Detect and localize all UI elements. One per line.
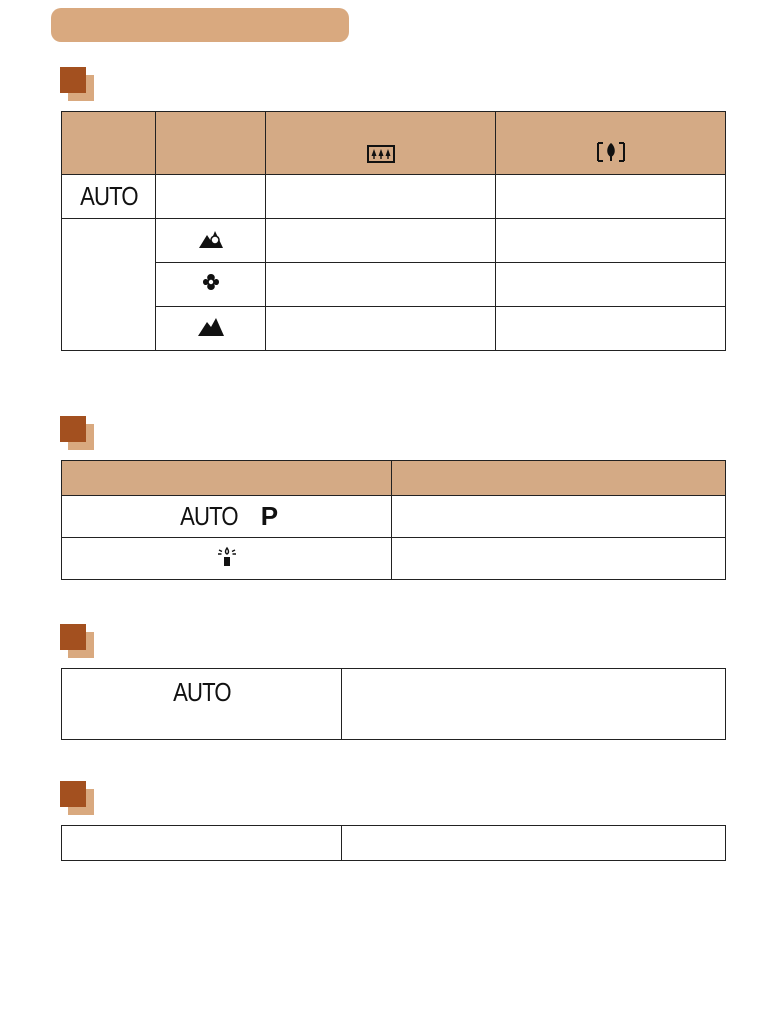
table-1-cell	[496, 219, 726, 263]
table-1-header-cell-1	[62, 112, 156, 175]
table-1-cell	[266, 307, 496, 351]
table-4-cell	[342, 826, 726, 861]
table-4	[61, 825, 726, 861]
table-1-cell	[266, 175, 496, 219]
macro-flower-icon	[200, 271, 222, 298]
section-marker-2	[60, 416, 94, 450]
table-2-icon-cell	[62, 538, 392, 580]
table-1-merged-cell	[62, 219, 156, 351]
section-marker-3	[60, 624, 94, 658]
table-1-cell	[496, 263, 726, 307]
table-1-icon-cell	[156, 307, 266, 351]
single-tree-framed-icon	[596, 141, 626, 168]
section-marker-4	[60, 781, 94, 815]
mountain-icon	[197, 315, 225, 342]
table-1	[61, 111, 726, 351]
table-1-mode-auto	[62, 175, 156, 219]
table-2-mode-cell	[62, 496, 392, 538]
table-1-icon-cell	[156, 219, 266, 263]
table-1-header-cell-4	[496, 112, 726, 175]
program-mode-label: P	[260, 501, 279, 531]
table-1-cell	[496, 175, 726, 219]
table-3	[61, 668, 726, 740]
page-title-bar	[51, 8, 349, 42]
table-2-cell	[392, 538, 726, 580]
section-marker-1	[60, 67, 94, 101]
table-4-cell	[62, 826, 342, 861]
table-1-cell	[266, 219, 496, 263]
trees-landscape-icon	[367, 145, 395, 168]
table-3-cell	[342, 669, 726, 740]
table-2	[61, 460, 726, 580]
mountain-person-icon	[198, 227, 224, 254]
table-1-cell	[266, 263, 496, 307]
candle-light-icon	[216, 545, 238, 572]
auto-mode-label: AUTO	[172, 677, 231, 707]
table-3-mode-cell	[62, 669, 342, 740]
table-2-header-cell-2	[392, 461, 726, 496]
auto-mode-label: AUTO	[180, 501, 238, 531]
table-1-cell	[496, 307, 726, 351]
table-1-header-cell-2	[156, 112, 266, 175]
table-2-cell	[392, 496, 726, 538]
auto-mode-label: AUTO	[79, 181, 138, 211]
table-1-icon-cell	[156, 263, 266, 307]
table-2-header-cell-1	[62, 461, 392, 496]
table-1-header-cell-3	[266, 112, 496, 175]
table-1-cell	[156, 175, 266, 219]
